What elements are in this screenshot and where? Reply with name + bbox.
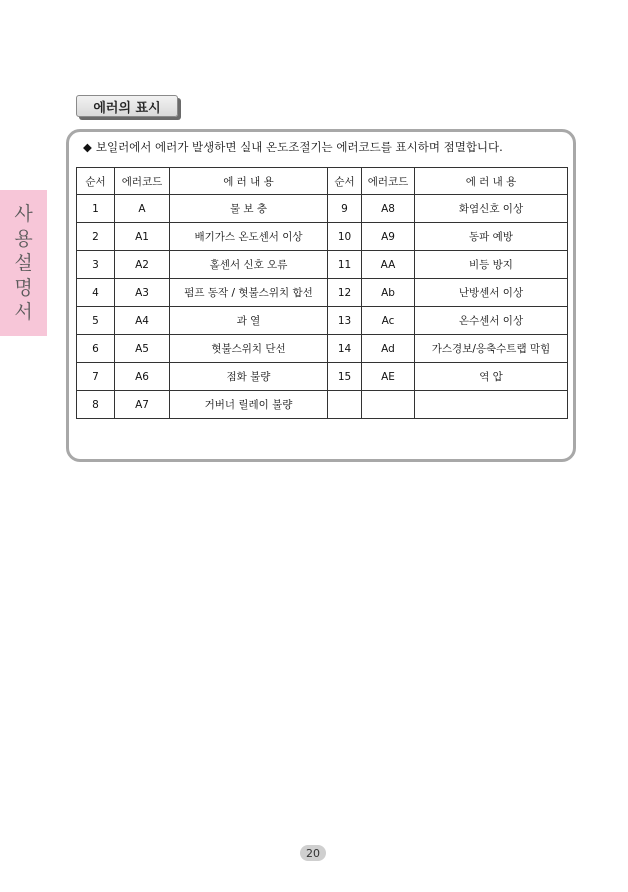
cell-code: A8 xyxy=(362,195,415,223)
header-code: 에러코드 xyxy=(362,168,415,195)
section-title: 에러의 표시 xyxy=(76,95,178,117)
header-description: 에 러 내 용 xyxy=(415,168,568,195)
table-row xyxy=(77,195,568,223)
side-tab-char: 설 xyxy=(14,252,33,274)
table-row xyxy=(77,279,568,307)
header-description: 에 러 내 용 xyxy=(170,168,328,195)
cell-description: 펌프 동작 / 혓불스위치 합선 xyxy=(170,279,328,307)
cell-code: AA xyxy=(362,251,415,279)
cell-code: Ab xyxy=(362,279,415,307)
cell-code: AE xyxy=(362,363,415,391)
header-order: 순서 xyxy=(328,168,362,195)
cell-code: A5 xyxy=(115,335,170,363)
cell-description: 점화 불량 xyxy=(170,363,328,391)
cell-code: Ac xyxy=(362,307,415,335)
table-row xyxy=(77,307,568,335)
page-number: 20 xyxy=(300,845,326,861)
cell-order: 15 xyxy=(328,363,362,391)
diamond-bullet-icon: ◆ xyxy=(83,140,92,154)
cell-code xyxy=(362,391,415,419)
table-row xyxy=(77,391,568,419)
side-tab-char: 명 xyxy=(14,276,33,299)
side-tab-char: 사 xyxy=(14,203,33,225)
cell-order: 10 xyxy=(328,223,362,251)
cell-order: 12 xyxy=(328,279,362,307)
table-header-row xyxy=(77,168,568,195)
cell-description: 배기가스 온도센서 이상 xyxy=(170,223,328,251)
cell-description: 혓불스위치 단선 xyxy=(170,335,328,363)
cell-order xyxy=(328,391,362,419)
cell-order: 3 xyxy=(77,251,115,279)
error-panel xyxy=(66,129,576,462)
cell-description: 동파 예방 xyxy=(415,223,568,251)
cell-order: 6 xyxy=(77,335,115,363)
cell-code: A1 xyxy=(115,223,170,251)
table-row xyxy=(77,363,568,391)
side-tab-char: 용 xyxy=(14,227,33,250)
cell-order: 14 xyxy=(328,335,362,363)
cell-description: 온수센서 이상 xyxy=(415,307,568,335)
cell-description: 홀센서 신호 오류 xyxy=(170,251,328,279)
cell-order: 13 xyxy=(328,307,362,335)
cell-description: 과 열 xyxy=(170,307,328,335)
cell-code: A2 xyxy=(115,251,170,279)
cell-description xyxy=(415,391,568,419)
cell-code: A3 xyxy=(115,279,170,307)
table-row xyxy=(77,335,568,363)
table-row xyxy=(77,251,568,279)
cell-description: 가스경보/응축수트랩 막힘 xyxy=(415,335,568,363)
side-tab xyxy=(0,190,47,336)
cell-order: 11 xyxy=(328,251,362,279)
cell-code: A6 xyxy=(115,363,170,391)
cell-order: 5 xyxy=(77,307,115,335)
cell-code: A4 xyxy=(115,307,170,335)
intro-text xyxy=(83,139,503,155)
cell-code: Ad xyxy=(362,335,415,363)
side-tab-char: 서 xyxy=(14,301,33,323)
cell-description: 거버너 릴레이 불량 xyxy=(170,391,328,419)
side-tab-text xyxy=(0,202,47,325)
cell-description: 난방센서 이상 xyxy=(415,279,568,307)
table-row xyxy=(77,223,568,251)
cell-order: 8 xyxy=(77,391,115,419)
cell-order: 7 xyxy=(77,363,115,391)
cell-description: 비등 방지 xyxy=(415,251,568,279)
cell-description: 화염신호 이상 xyxy=(415,195,568,223)
cell-order: 1 xyxy=(77,195,115,223)
cell-code: A9 xyxy=(362,223,415,251)
cell-code: A7 xyxy=(115,391,170,419)
cell-description: 물 보 충 xyxy=(170,195,328,223)
error-code-table xyxy=(76,167,568,419)
cell-order: 4 xyxy=(77,279,115,307)
cell-description: 역 압 xyxy=(415,363,568,391)
header-order: 순서 xyxy=(77,168,115,195)
cell-code: A xyxy=(115,195,170,223)
cell-order: 2 xyxy=(77,223,115,251)
intro-sentence: 보일러에서 에러가 발생하면 실내 온도조절기는 에러코드를 표시하며 점멸합니다. xyxy=(95,140,503,154)
cell-order: 9 xyxy=(328,195,362,223)
header-code: 에러코드 xyxy=(115,168,170,195)
